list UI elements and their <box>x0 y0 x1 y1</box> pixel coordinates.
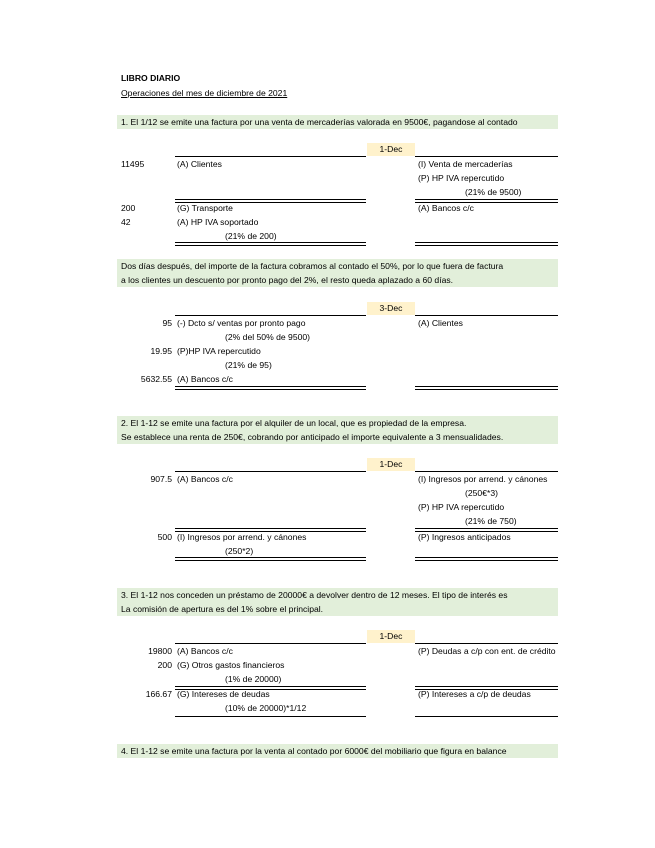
op1-rule-left <box>175 156 366 157</box>
op2-date: 1-Dec <box>367 458 415 471</box>
op2-e1-debit: (A) Bancos c/c <box>177 474 233 484</box>
op1b-line2: a los clientes un descuento por pronto pago del 2%, el resto queda aplazado a 60 días. <box>121 275 454 285</box>
op1b-line1: Dos días después, del importe de la factura cobramos al contado el 50%, por lo que fuera de factura <box>121 261 504 271</box>
op1b-rule-right <box>415 315 558 316</box>
op2-e1-credit1-note: (250€*3) <box>465 488 498 498</box>
op1-text: 1. El 1/12 se emite una factura por una venta de mercaderías valorada en 9500€, pagandose al contado <box>121 117 518 127</box>
op2-e1-credit2: (P) HP IVA repercutido <box>418 502 505 512</box>
op2-end-right <box>415 557 558 561</box>
op3-end-right <box>415 716 558 717</box>
op2-e1-credit1: (I) Ingresos por arrend. y cánones <box>418 474 548 484</box>
op1-e2-debit1: (G) Transporte <box>177 203 233 213</box>
op1-end-left <box>175 242 366 246</box>
op1b-amount3: 5632.55 <box>140 374 172 384</box>
op3-e2-amount: 166.67 <box>145 689 172 699</box>
op1-e1-credit2: (P) HP IVA repercutido <box>418 173 505 183</box>
op3-e1-debit2: (G) Otros gastos financieros <box>177 660 285 670</box>
op2-e2-credit: (P) Ingresos anticipados <box>418 532 511 542</box>
op3-e1-debit2-note: (1% de 20000) <box>225 674 282 684</box>
op3-date: 1-Dec <box>367 630 415 643</box>
op1-e1-credit2-note: (21% de 9500) <box>465 187 522 197</box>
op2-end-left <box>175 557 366 561</box>
op1-date: 1-Dec <box>367 143 415 156</box>
op1-e1-debit: (A) Clientes <box>177 159 222 169</box>
op3-e2-debit: (G) Intereses de deudas <box>177 689 270 699</box>
op3-rule-left <box>175 643 366 644</box>
op1b-credit: (A) Clientes <box>418 318 463 328</box>
op3-e1-amount2: 200 <box>157 660 172 670</box>
op2-rule-right <box>415 471 558 472</box>
op1b-debit2: (P)HP IVA repercutido <box>177 346 261 356</box>
op1-e2-debit2-note: (21% de 200) <box>225 231 277 241</box>
op4-text: 4. El 1-12 se emite una factura por la venta al contado por 6000€ del mobiliario que figura en balance <box>121 746 507 756</box>
op1b-debit2-note: (21% de 95) <box>225 360 272 370</box>
op2-rule-left <box>175 471 366 472</box>
op2-e2-amount: 500 <box>157 532 172 542</box>
op2-e2-debit-note: (250*2) <box>225 546 254 556</box>
op3-e2-credit: (P) Intereses a c/p de deudas <box>418 689 531 699</box>
journal-title: LIBRO DIARIO <box>121 73 181 83</box>
op1b-rule-left <box>175 315 366 316</box>
op3-rule-right <box>415 643 558 644</box>
op3-line2: La comisión de apertura es del 1% sobre el principal. <box>121 604 324 614</box>
op1b-date: 3-Dec <box>367 302 415 315</box>
op2-line2: Se establece una renta de 250€, cobrando por anticipado el importe equivalente a 3 mensualidades. <box>121 432 504 442</box>
op1-end-right <box>415 242 558 246</box>
op1b-amount2: 19.95 <box>150 346 172 356</box>
op1-e1-amount: 11495 <box>121 159 145 169</box>
op1-rule-right <box>415 156 558 157</box>
op3-e2-debit-note: (10% de 20000)*1/12 <box>225 703 307 713</box>
op1-e1-credit1: (I) Venta de mercaderías <box>418 159 513 169</box>
op1-e2-credit: (A) Bancos c/c <box>418 203 474 213</box>
journal-subtitle: Operaciones del mes de diciembre de 2021 <box>121 88 288 98</box>
op2-e1-amount: 907.5 <box>150 474 172 484</box>
op1-e2-amount1: 200 <box>121 203 136 213</box>
op2-e2-debit: (I) Ingresos por arrend. y cánones <box>177 532 307 542</box>
op1b-end-left <box>175 386 366 390</box>
op3-e1-debit1: (A) Bancos c/c <box>177 646 233 656</box>
op1b-debit1-note: (2% del 50% de 9500) <box>225 332 311 342</box>
op1b-amount1: 95 <box>162 318 172 328</box>
op1b-debit3: (A) Bancos c/c <box>177 374 233 384</box>
op3-end-left <box>175 716 366 717</box>
op2-line1: 2. El 1-12 se emite una factura por el alquiler de un local, que es propiedad de la empresa. <box>121 418 467 428</box>
op2-e1-credit2-note: (21% de 750) <box>465 516 517 526</box>
op3-line1: 3. El 1-12 nos conceden un préstamo de 20000€ a devolver dentro de 12 meses. El tipo de interés es <box>121 590 508 600</box>
op1b-debit1: (-) Dcto s/ ventas por pronto pago <box>177 318 306 328</box>
op1-e2-amount2: 42 <box>121 217 131 227</box>
op1b-end-right <box>415 386 558 390</box>
op1-e2-debit2: (A) HP IVA soportado <box>177 217 259 227</box>
op3-e1-amount1: 19800 <box>148 646 172 656</box>
op3-e1-credit: (P) Deudas a c/p con ent. de crédito <box>418 646 556 656</box>
